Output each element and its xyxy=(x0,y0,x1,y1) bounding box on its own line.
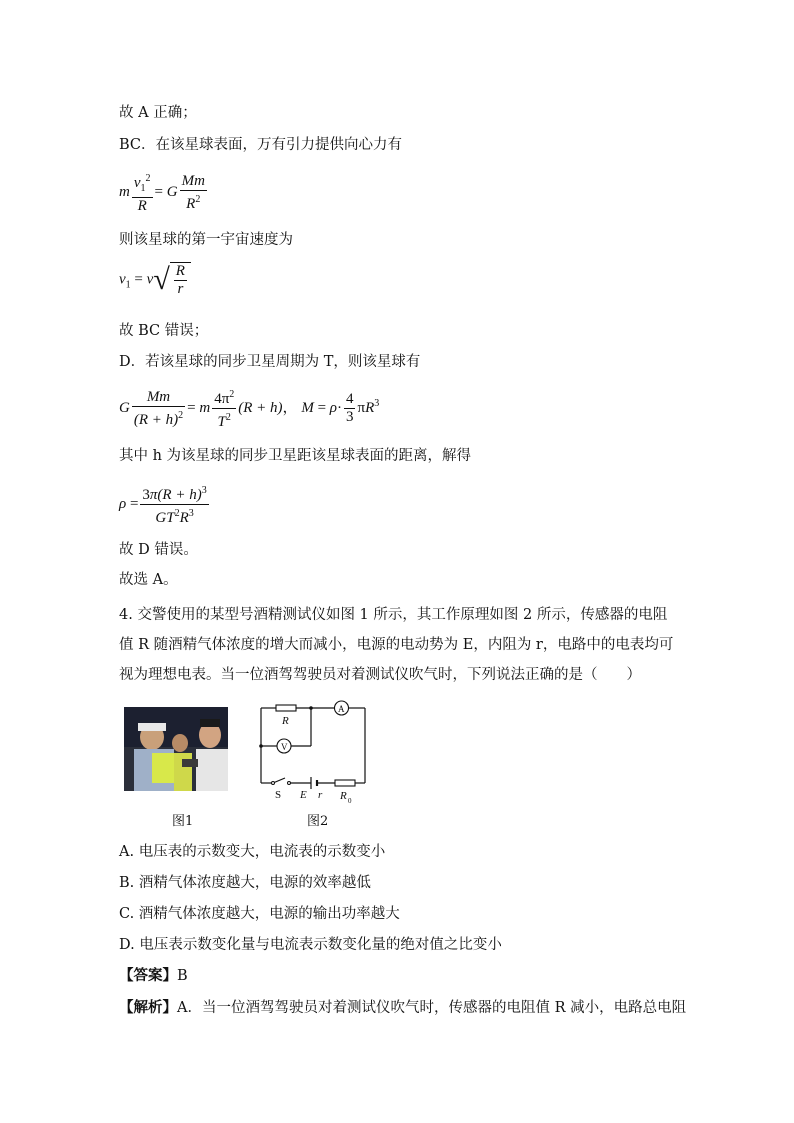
text-a-correct: 故 A 正确； xyxy=(119,105,197,121)
answer-label: 【答案】 xyxy=(119,967,177,984)
text-h-definition: 其中 h 为该星球的同步卫星距该星球表面的距离，解得 xyxy=(119,448,472,464)
analysis-label: 【解析】 xyxy=(119,999,177,1016)
svg-text:R: R xyxy=(340,790,347,802)
svg-text:A: A xyxy=(338,704,345,714)
question-4-text: 4. 交警使用的某型号酒精测试仪如图 1 所示，其工作原理如图 2 所示，传感器的电阻值 R 随酒精气体浓度的增大而减小，电源的电动势为 E，内阻为 r，电路中的电表均可视为理想电表。当一位酒驾驾驶员对着测试仪吹气时，下列说法正确的是（ ） xyxy=(119,607,674,683)
svg-text:0: 0 xyxy=(348,797,352,805)
text-d-wrong: 故 D 错误。 xyxy=(119,542,198,558)
answer-line xyxy=(119,966,188,986)
option-c: C. 酒精气体浓度越大，电源的输出功率越大 xyxy=(119,906,400,922)
formula-gravity-centripetal: m $\frac{v_1^2}{R}$ = G $\frac{Mm}{R^2}$ xyxy=(119,170,209,215)
text-first-cosmic: 则该星球的第一宇宙速度为 xyxy=(119,232,293,248)
figure-1-photo xyxy=(124,707,228,791)
svg-text:S: S xyxy=(275,789,282,801)
text-choose-a: 故选 A。 xyxy=(119,572,178,588)
text-bc-intro: BC．在该星球表面，万有引力提供向心力有 xyxy=(119,137,403,153)
resistor-r xyxy=(276,705,296,711)
svg-text:R: R xyxy=(282,715,289,727)
svg-text:r: r xyxy=(318,789,323,801)
option-b: B. 酒精气体浓度越大，电源的效率越低 xyxy=(119,875,371,891)
analysis-text: A．当一位酒驾驾驶员对着测试仪吹气时，传感器的电阻值 R 减小，电路总电阻 xyxy=(177,1000,687,1016)
formula-synchronous-satellite: G $\frac{Mm}{(R + h)^2}$ = m $\frac{4\pi^2}{T^2}$ (R + h)， M = ρ· $\frac{4}{3}$ $\pi R^3$ xyxy=(119,386,379,431)
text-bc-wrong: 故 BC 错误； xyxy=(119,323,209,339)
analysis-line xyxy=(119,998,686,1018)
svg-text:V: V xyxy=(281,742,288,752)
option-a: A. 电压表的示数变大，电流表的示数变小 xyxy=(119,844,386,860)
figure-2-caption: 图2 xyxy=(307,814,329,829)
formula-first-cosmic-velocity: $v_1 = v√$ $\frac{R}{r}$ xyxy=(119,262,191,298)
svg-text:E: E xyxy=(300,789,307,801)
figure-1-caption: 图1 xyxy=(172,814,194,829)
answer-value: B xyxy=(177,968,188,984)
formula-density: ρ = $\frac{3\pi(R + h)^3}{GT^2R^3}$ xyxy=(119,482,211,527)
figure-2-circuit xyxy=(255,700,375,805)
text-d-intro: D．若该星球的同步卫星周期为 T，则该星球有 xyxy=(119,354,421,370)
resistor-r0 xyxy=(335,780,355,786)
option-d: D. 电压表示数变化量与电流表示数变化量的绝对值之比变小 xyxy=(119,937,502,953)
